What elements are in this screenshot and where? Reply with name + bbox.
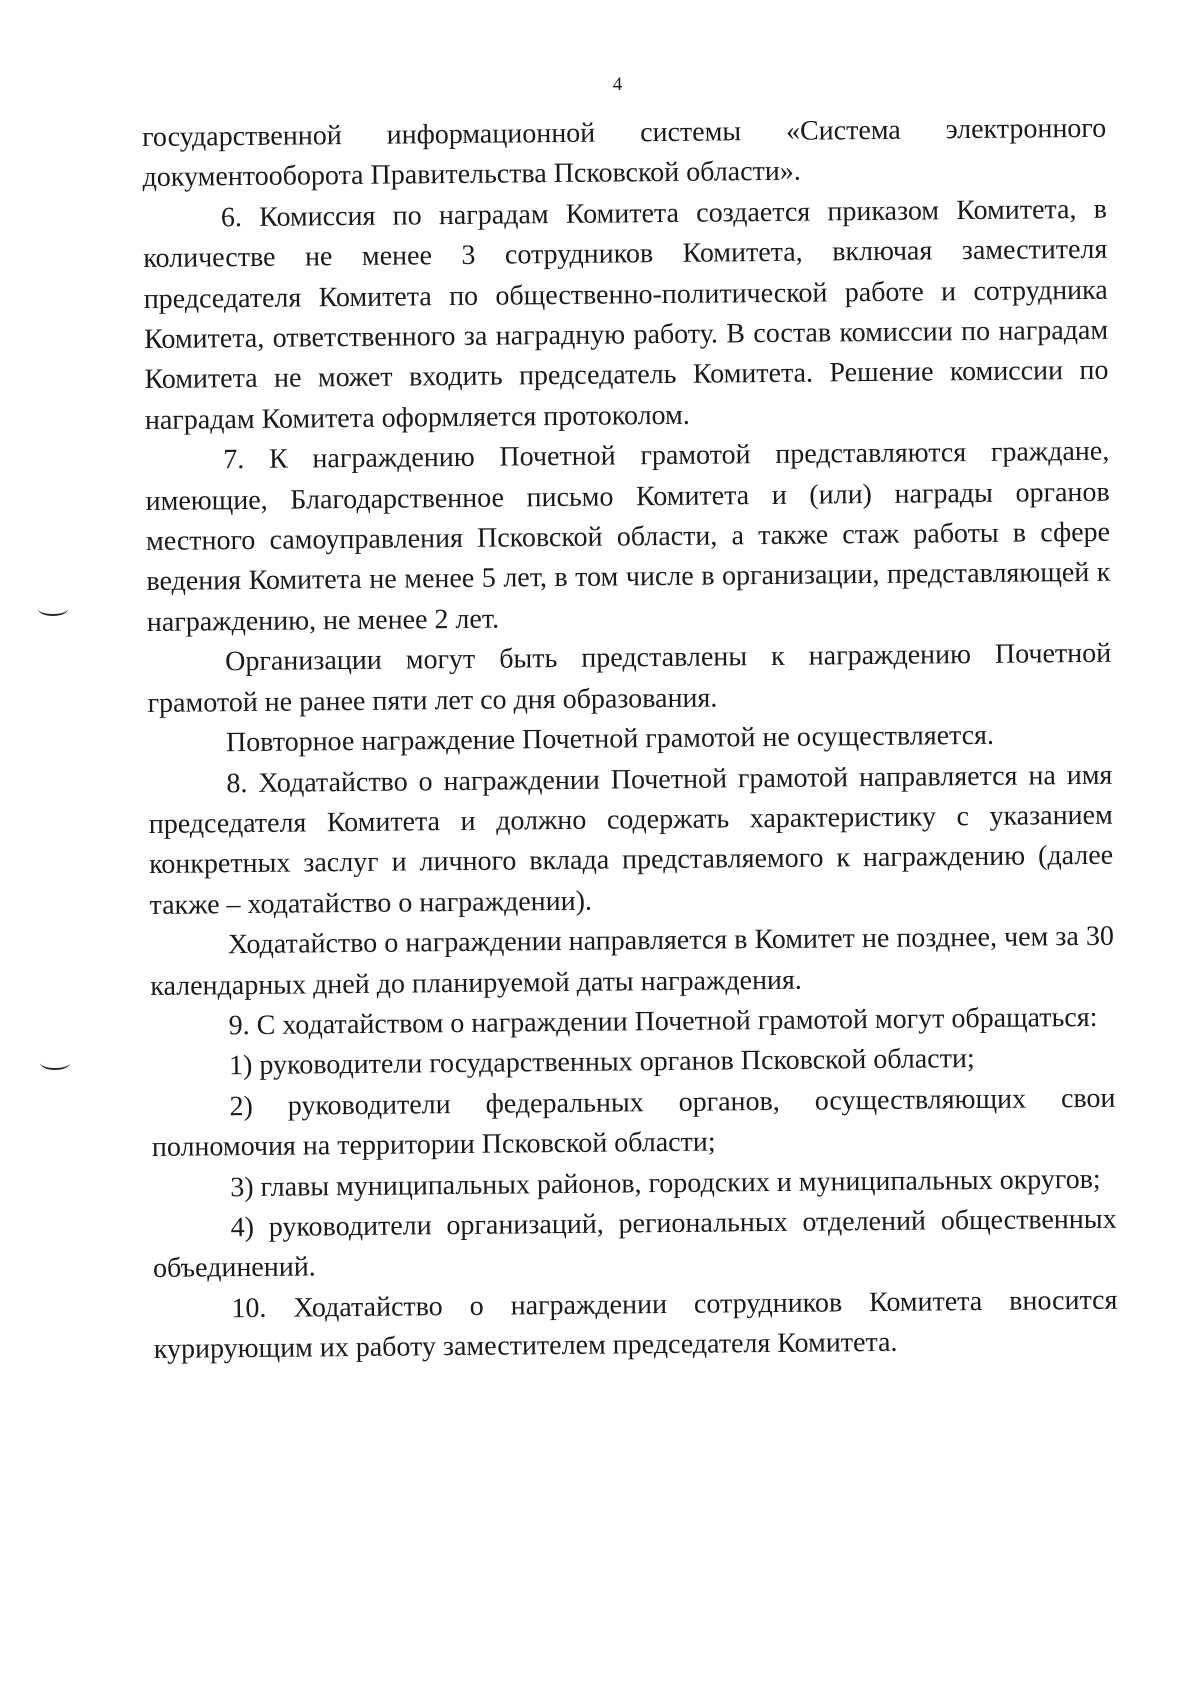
list-item-9-4: 4) руководители организаций, региональных отделений общественных объединений. xyxy=(152,1203,1117,1285)
binding-mark-upper xyxy=(38,602,68,616)
paragraph-item-7: 7. К награждению Почетной грамотой представляются граждане, имеющие, Благодарственное письмо Комитета и (или) награды органов местного самоуправления Псковской области, а также стаж работы в сфере ведения Комитета не менее 5 лет, в том числе в организации, представляющей к награждению, не менее 2 лет. xyxy=(145,435,1111,638)
paragraph-item-8-deadline: Ходатайство о награждении направляется в Комитет не позднее, чем за 30 календарных дней до планируемой даты награждения. xyxy=(150,920,1115,1002)
paragraph-continuation: государственной информационной системы «Система электронного документооборота Правительства Псковской области». xyxy=(142,112,1107,194)
paragraph-item-7-organizations: Организации могут быть представлены к награждению Почетной грамотой не ранее пяти лет со дня образования. xyxy=(147,638,1112,719)
document-body xyxy=(142,109,1118,1371)
binding-mark-lower xyxy=(40,1056,70,1070)
page-number: 4 xyxy=(612,74,623,95)
paragraph-item-6: 6. Комиссия по наградам Комитета создается приказом Комитета, в количестве не менее 3 сотрудников Комитета, включая заместителя председателя Комитета по общественно-политической работе и сотрудника Комитета, ответственного за наградную работу. В состав комиссии по наградам Комитета не может входить председатель Комитета. Решение комиссии по наградам Комитета оформляется протоколом. xyxy=(143,193,1109,436)
paragraph-item-10: 10. Ходатайство о награждении сотрудников Комитета вносится курирующим их работу заместителем председателя Комитета. xyxy=(153,1284,1118,1366)
list-item-9-3: 3) главы муниципальных районов, городских и муниципальных округов; xyxy=(230,1163,1101,1203)
paragraph-item-9: 9. С ходатайством о награждении Почетной грамотой могут обращаться: xyxy=(228,1001,1098,1042)
paragraph-item-7-repeat: Повторное награждение Почетной грамотой не осуществляется. xyxy=(225,719,995,759)
paragraph-item-8: 8. Ходатайство о награждении Почетной грамотой направляется на имя председателя Комитета и должно содержать характеристику с указанием конкретных заслуг и личного вклада представляемого к награждению (далее также – ходатайство о награждении). xyxy=(148,759,1114,921)
list-item-9-1: 1) руководители государственных органов Псковской области; xyxy=(228,1043,975,1082)
list-item-9-2: 2) руководители федеральных органов, осуществляющих свои полномочия на территории Псковской области; xyxy=(151,1082,1116,1164)
